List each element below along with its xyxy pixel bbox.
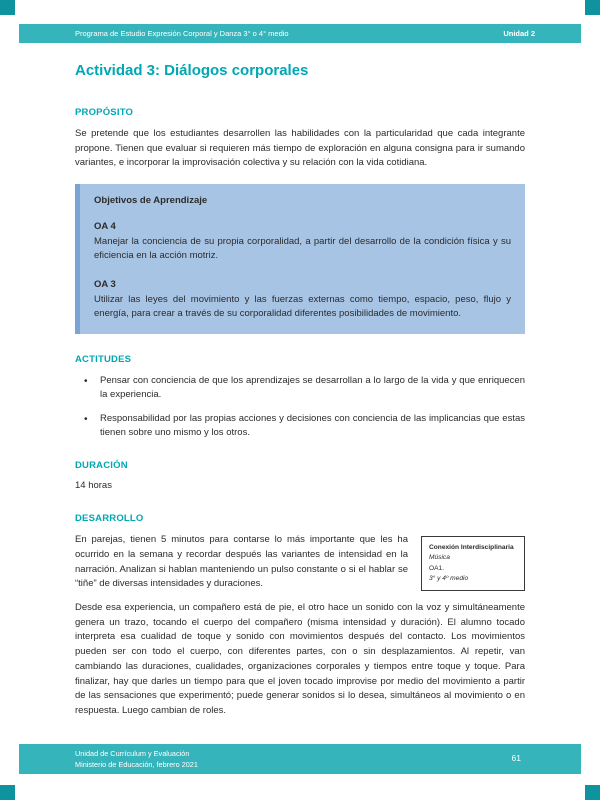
objetivos-heading: Objetivos de Aprendizaje xyxy=(94,195,208,207)
page-header-band xyxy=(19,24,581,43)
corner-accent-top-right xyxy=(585,0,600,15)
corner-accent-bottom-left xyxy=(0,785,15,800)
actitudes-item: • Pensar con conciencia de que los aprendizajes se desarrollan a lo largo de la vida y que enriquecen la experiencia. xyxy=(75,374,525,403)
duracion-heading: DURACIÓN xyxy=(75,460,128,472)
desarrollo-paragraph-1: En parejas, tienen 5 minutos para contarse lo más importante que les ha ocurrido en la semana y recordar después las variantes de intensidad en la narración. Analizan si hablan manteniendo un pulso constante o si el hablar se “tiñe” de diversas intensidades y duraciones. xyxy=(75,534,408,590)
conexion-interdisciplinaria-box xyxy=(421,536,525,591)
oa-text: Utilizar las leyes del movimiento y las fuerzas externas como tiempo, espacio, peso, flujo y energía, para crear a través de su corporalidad diferentes posibilidades de movimiento. xyxy=(94,293,511,319)
desarrollo-paragraph-2: Desde esa experiencia, un compañero está de pie, el otro hace un sonido con la voz y simultáneamente genera un trazo, tocando el cuerpo del compañero (misma intensidad y duración). El alumno tocado interpreta esa cualidad de toque y sonido con movimientos después del contacto. Los movimientos pueden ser con todo el cuerpo, con diferentes partes, con o sin desplazamientos. Al repetir, van cambiando las duraciones, cualidades, organizaciones corporales y tiempos entre toque y toque. Para finalizar, hay que darles un tiempo para que el joven tocado improvise por medio del movimiento a partir de las sensaciones que experimentó; puede generar sonidos si lo desea, simultáneos al movimiento o en respuesta. Luego cambian de roles. xyxy=(75,602,525,717)
proposito-section xyxy=(75,107,525,171)
corner-accent-bottom-right xyxy=(585,785,600,800)
duracion-section xyxy=(75,460,525,491)
page-footer-band xyxy=(19,744,581,774)
oa-code: OA 4 xyxy=(94,221,116,233)
actitudes-heading: ACTITUDES xyxy=(75,354,132,366)
desarrollo-heading: DESARROLLO xyxy=(75,513,144,525)
footer-line-2: Ministerio de Educación, febrero 2021 xyxy=(75,760,198,769)
proposito-text: Se pretende que los estudiantes desarrollen las habilidades con la particularidad que cada integrante propone. Tienen que evaluar si requieren más tiempo de exploración en alguna consigna para ir sumando variantes, e incorporar la improvisación colectiva y su relación con la vida cotidiana. xyxy=(75,128,525,169)
proposito-heading: PROPÓSITO xyxy=(75,107,134,118)
oa-item xyxy=(94,279,511,322)
duracion-value: 14 horas xyxy=(75,480,112,492)
corner-accent-top-left xyxy=(0,0,15,15)
actitudes-section xyxy=(75,354,525,440)
conexion-title: Conexión Interdisciplinaria xyxy=(429,544,514,552)
page-number: 61 xyxy=(511,753,521,764)
conexion-subject: Música xyxy=(429,554,450,562)
oa-item xyxy=(94,221,511,264)
actitudes-list xyxy=(75,374,525,440)
footer-line-1: Unidad de Currículum y Evaluación xyxy=(75,748,190,758)
oa-code: OA 3 xyxy=(94,278,116,290)
page-content xyxy=(75,62,525,719)
oa-text: Manejar la conciencia de su propia corporalidad, a partir del desarrollo de la condición física y su eficiencia en la acción motriz. xyxy=(94,236,511,262)
conexion-oa: OA1. xyxy=(429,564,445,572)
header-program-title: Programa de Estudio Expresión Corporal y Danza 3° o 4° medio xyxy=(75,29,289,38)
activity-title: Actividad 3: Diálogos corporales xyxy=(75,62,309,79)
conexion-level: 3° y 4º medio xyxy=(429,574,469,582)
desarrollo-row xyxy=(75,533,525,592)
footer-text xyxy=(75,748,198,771)
actitudes-item: • Responsabilidad por las propias acciones y decisiones con conciencia de las implicancias que estas tienen sobre uno mismo y los otros. xyxy=(75,412,525,441)
objetivos-aprendizaje-box xyxy=(75,184,525,334)
desarrollo-section xyxy=(75,513,525,719)
header-unit-label: Unidad 2 xyxy=(503,29,535,38)
